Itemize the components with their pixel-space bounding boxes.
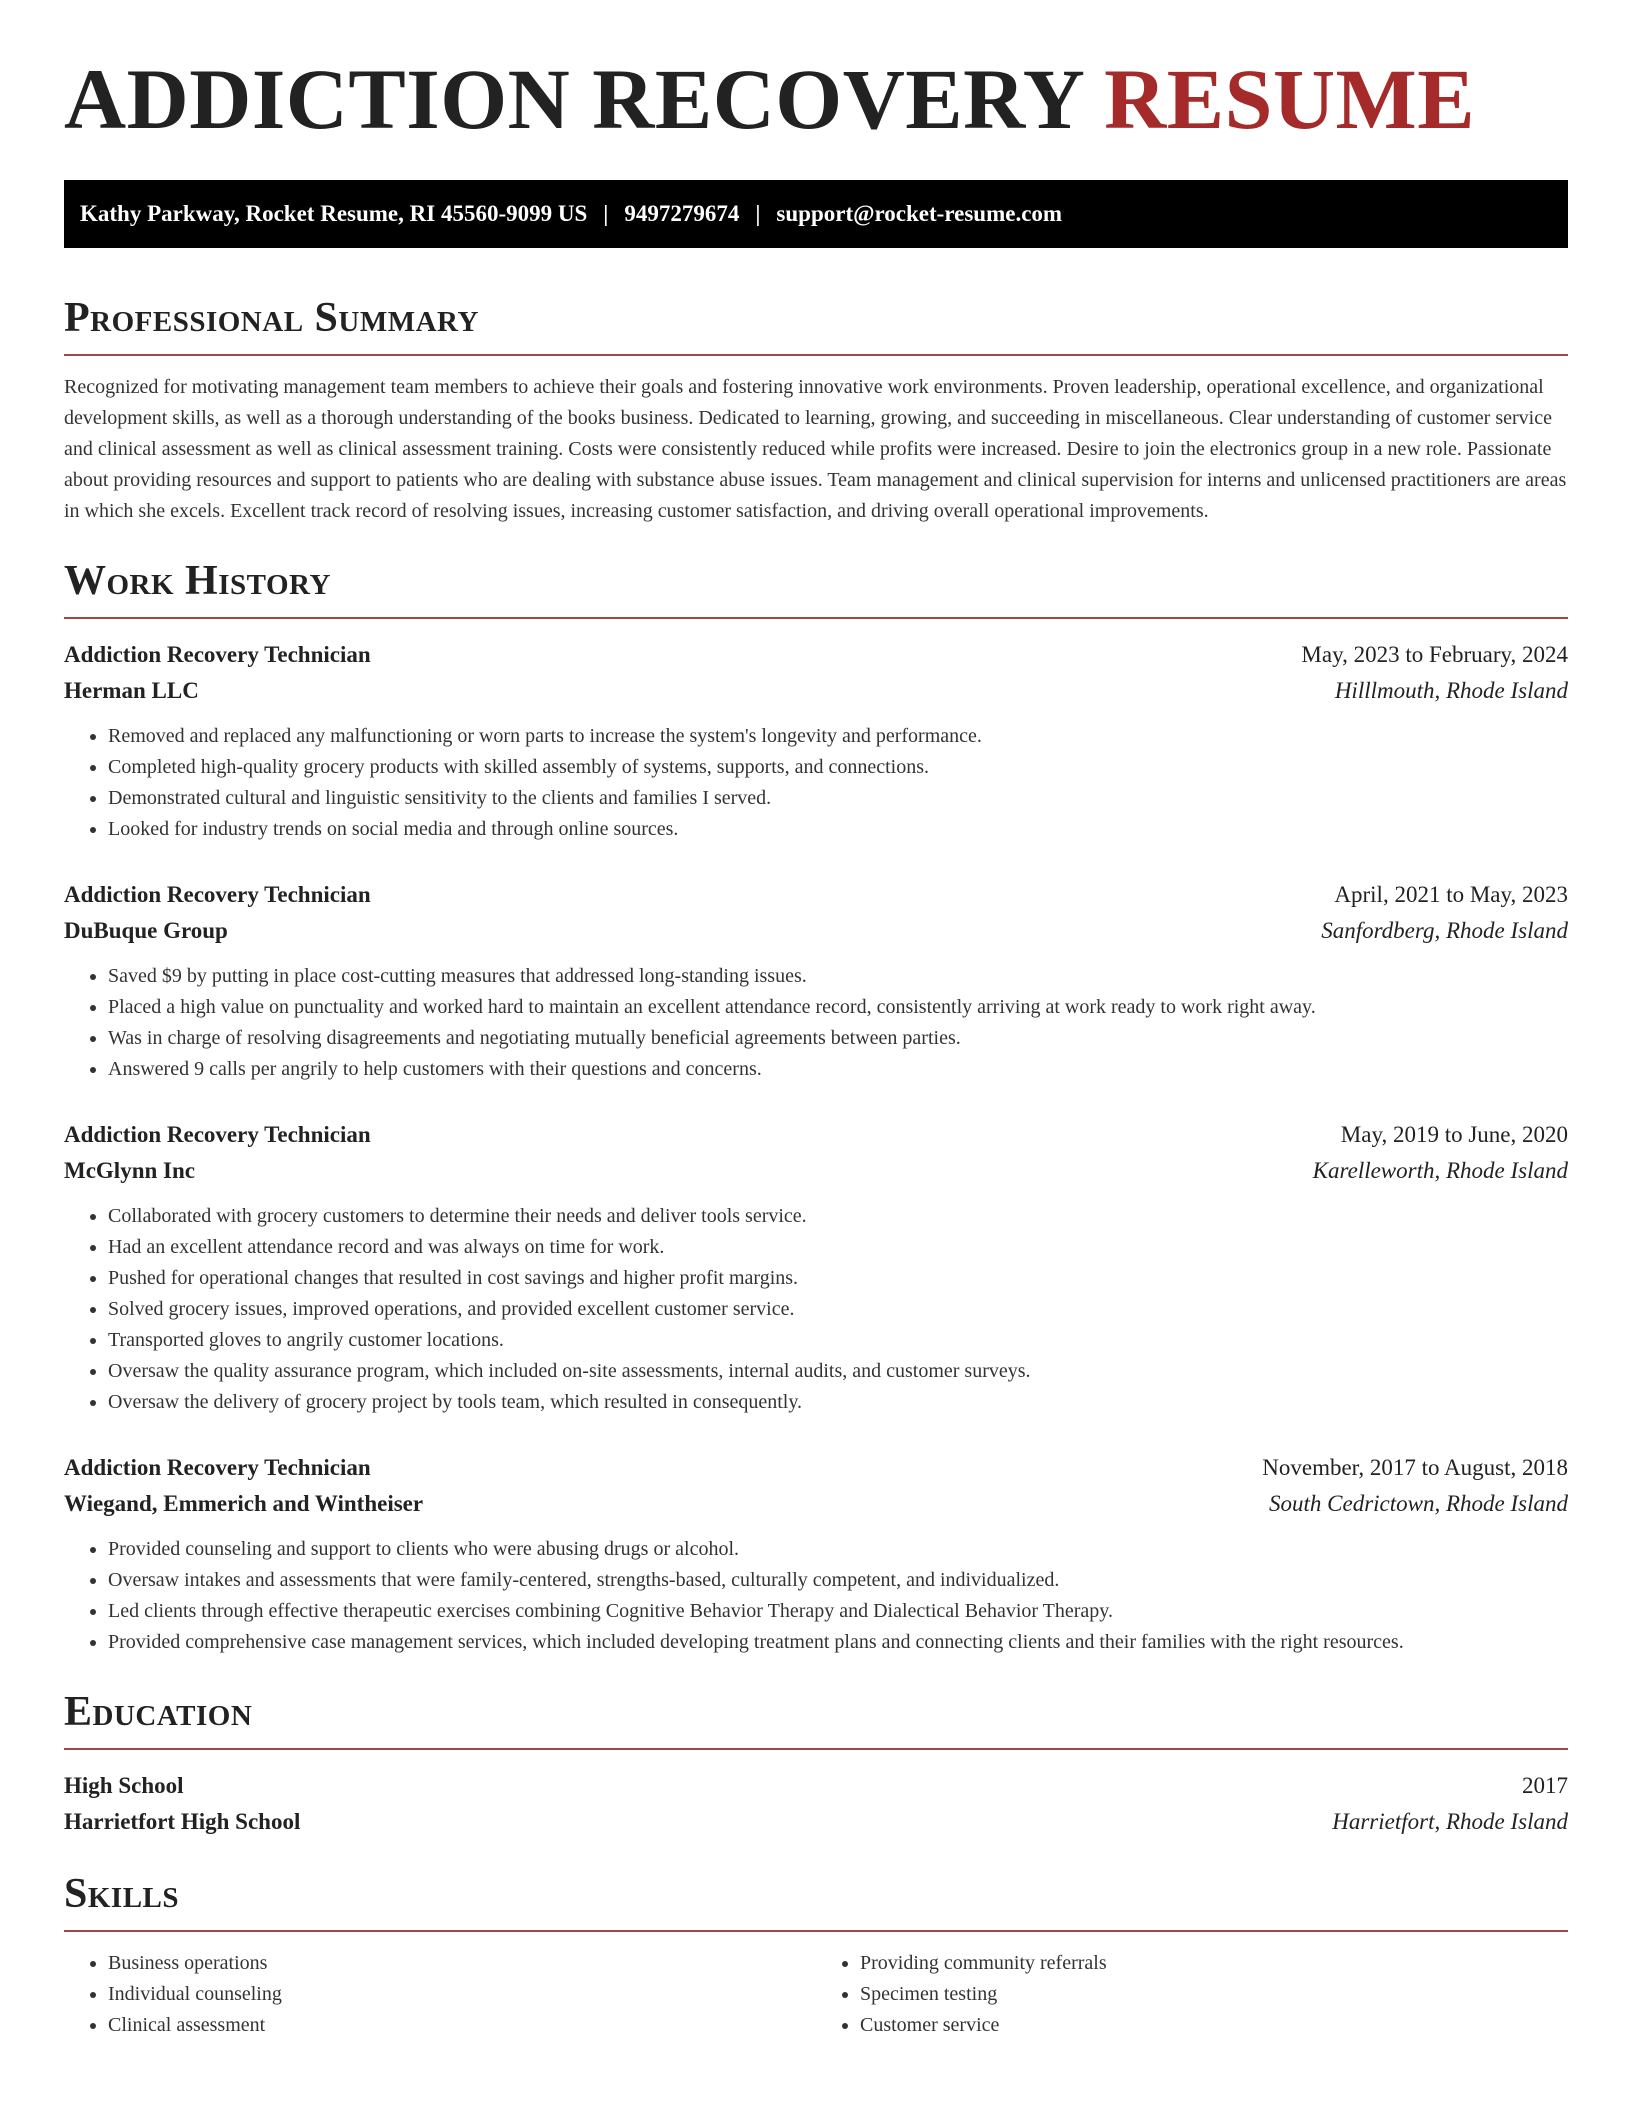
skill-item: • Clinical assessment	[108, 2010, 816, 2041]
job-entry	[64, 637, 1568, 845]
job-company: DuBuque Group	[64, 918, 228, 943]
summary-heading: Professional Summary	[64, 294, 1568, 356]
job-entry	[64, 877, 1568, 1085]
job-bullet: • Looked for industry trends on social media and through online sources.	[108, 814, 1568, 845]
job-dates: November, 2017 to August, 2018	[1262, 1455, 1568, 1480]
education-degree-row	[64, 1768, 1568, 1804]
title-main: ADDICTION RECOVERY	[64, 51, 1083, 147]
job-header-row	[64, 637, 1568, 673]
job-dates: May, 2023 to February, 2024	[1301, 642, 1568, 667]
job-bullet: • Demonstrated cultural and linguistic sensitivity to the clients and families I served.	[108, 783, 1568, 814]
job-bullet: • Transported gloves to angrily customer locations.	[108, 1325, 1568, 1356]
job-company-row	[64, 1153, 1568, 1189]
job-company: McGlynn Inc	[64, 1158, 195, 1183]
job-bullet: • Removed and replaced any malfunctioning or worn parts to increase the system's longevity and performance.	[108, 721, 1568, 752]
education-school: Harrietfort High School	[64, 1809, 301, 1834]
contact-separator: |	[755, 201, 761, 226]
title-accent: RESUME	[1104, 51, 1476, 147]
job-bullet: • Provided counseling and support to clients who were abusing drugs or alcohol.	[108, 1534, 1568, 1565]
job-entry	[64, 1450, 1568, 1658]
job-company-row	[64, 1486, 1568, 1522]
job-company: Wiegand, Emmerich and Wintheiser	[64, 1491, 424, 1516]
job-dates: April, 2021 to May, 2023	[1334, 882, 1568, 907]
job-bullet: • Was in charge of resolving disagreements and negotiating mutually beneficial agreements between parties.	[108, 1023, 1568, 1054]
job-location: Sanfordberg, Rhode Island	[1321, 918, 1568, 943]
job-bullet: • Provided comprehensive case management services, which included developing treatment plans and connecting clients and their families with the right resources.	[108, 1627, 1568, 1658]
education-year: 2017	[1522, 1773, 1568, 1798]
skill-item: • Providing community referrals	[860, 1948, 1568, 1979]
skills-left-list	[64, 1948, 816, 2041]
job-header-row	[64, 1450, 1568, 1486]
job-bullet: • Had an excellent attendance record and was always on time for work.	[108, 1232, 1568, 1263]
job-company-row	[64, 913, 1568, 949]
resume-title	[64, 51, 1568, 147]
job-entry	[64, 1117, 1568, 1418]
job-location: South Cedrictown, Rhode Island	[1269, 1491, 1568, 1516]
job-bullets	[64, 721, 1568, 845]
job-title: Addiction Recovery Technician	[64, 882, 371, 907]
job-header-row	[64, 877, 1568, 913]
contact-separator: |	[603, 201, 609, 226]
job-title: Addiction Recovery Technician	[64, 1122, 371, 1147]
job-title: Addiction Recovery Technician	[64, 642, 371, 667]
job-bullet: • Oversaw intakes and assessments that were family-centered, strengths-based, culturally competent, and individualized.	[108, 1565, 1568, 1596]
job-location: Karelleworth, Rhode Island	[1312, 1158, 1568, 1183]
education-degree: High School	[64, 1773, 184, 1798]
job-bullet: • Oversaw the delivery of grocery project by tools team, which resulted in consequently.	[108, 1387, 1568, 1418]
education-entry	[64, 1768, 1568, 1840]
skills-heading: Skills	[64, 1870, 1568, 1932]
job-bullets	[64, 961, 1568, 1085]
job-company-row	[64, 673, 1568, 709]
skill-item: • Business operations	[108, 1948, 816, 1979]
job-company: Herman LLC	[64, 678, 199, 703]
job-bullet: • Pushed for operational changes that resulted in cost savings and higher profit margins.	[108, 1263, 1568, 1294]
education-school-row	[64, 1804, 1568, 1840]
education-heading: Education	[64, 1688, 1568, 1750]
job-bullet: • Led clients through effective therapeutic exercises combining Cognitive Behavior Therapy and Dialectical Behavior Therapy.	[108, 1596, 1568, 1627]
job-bullet: • Answered 9 calls per angrily to help customers with their questions and concerns.	[108, 1054, 1568, 1085]
education-location: Harrietfort, Rhode Island	[1332, 1809, 1568, 1834]
job-header-row	[64, 1117, 1568, 1153]
skill-item: • Customer service	[860, 2010, 1568, 2041]
summary-text: Recognized for motivating management team members to achieve their goals and fostering innovative work environments. Proven leadership, operational excellence, and organizational development skills, as well as a thorough understanding of the books business. Dedicated to learning, growing, and succeeding in miscellaneous. Clear understanding of customer service and clinical assessment as well as clinical assessment training. Costs were consistently reduced while profits were increased. Desire to join the electronics group in a new role. Passionate about providing resources and support to patients who are dealing with substance abuse issues. Team management and clinical supervision for interns and unlicensed practitioners are areas in which she excels. Excellent track record of resolving issues, increasing customer satisfaction, and driving overall operational improvements.	[64, 376, 1567, 522]
skill-item: • Individual counseling	[108, 1979, 816, 2010]
work-history-heading: Work History	[64, 557, 1568, 619]
job-title: Addiction Recovery Technician	[64, 1455, 371, 1480]
job-bullet: • Solved grocery issues, improved operations, and provided excellent customer service.	[108, 1294, 1568, 1325]
job-bullets	[64, 1534, 1568, 1658]
skill-item: • Specimen testing	[860, 1979, 1568, 2010]
job-bullet: • Placed a high value on punctuality and worked hard to maintain an excellent attendance record, consistently arriving at work ready to work right away.	[108, 992, 1568, 1023]
job-bullet: • Saved $9 by putting in place cost-cutting measures that addressed long-standing issues.	[108, 961, 1568, 992]
contact-address: Kathy Parkway, Rocket Resume, RI 45560-9099 US	[80, 201, 588, 226]
skills-right-list	[816, 1948, 1568, 2041]
skills-columns	[64, 1948, 1568, 2041]
job-bullet: • Collaborated with grocery customers to determine their needs and deliver tools service.	[108, 1201, 1568, 1232]
job-dates: May, 2019 to June, 2020	[1340, 1122, 1568, 1147]
job-bullets	[64, 1201, 1568, 1418]
job-bullet: • Oversaw the quality assurance program, which included on-site assessments, internal audits, and customer surveys.	[108, 1356, 1568, 1387]
job-bullet: • Completed high-quality grocery products with skilled assembly of systems, supports, and connections.	[108, 752, 1568, 783]
contact-email: support@rocket-resume.com	[776, 201, 1063, 226]
contact-phone: 9497279674	[624, 201, 740, 226]
contact-bar	[64, 180, 1568, 248]
job-location: Hilllmouth, Rhode Island	[1334, 678, 1568, 703]
